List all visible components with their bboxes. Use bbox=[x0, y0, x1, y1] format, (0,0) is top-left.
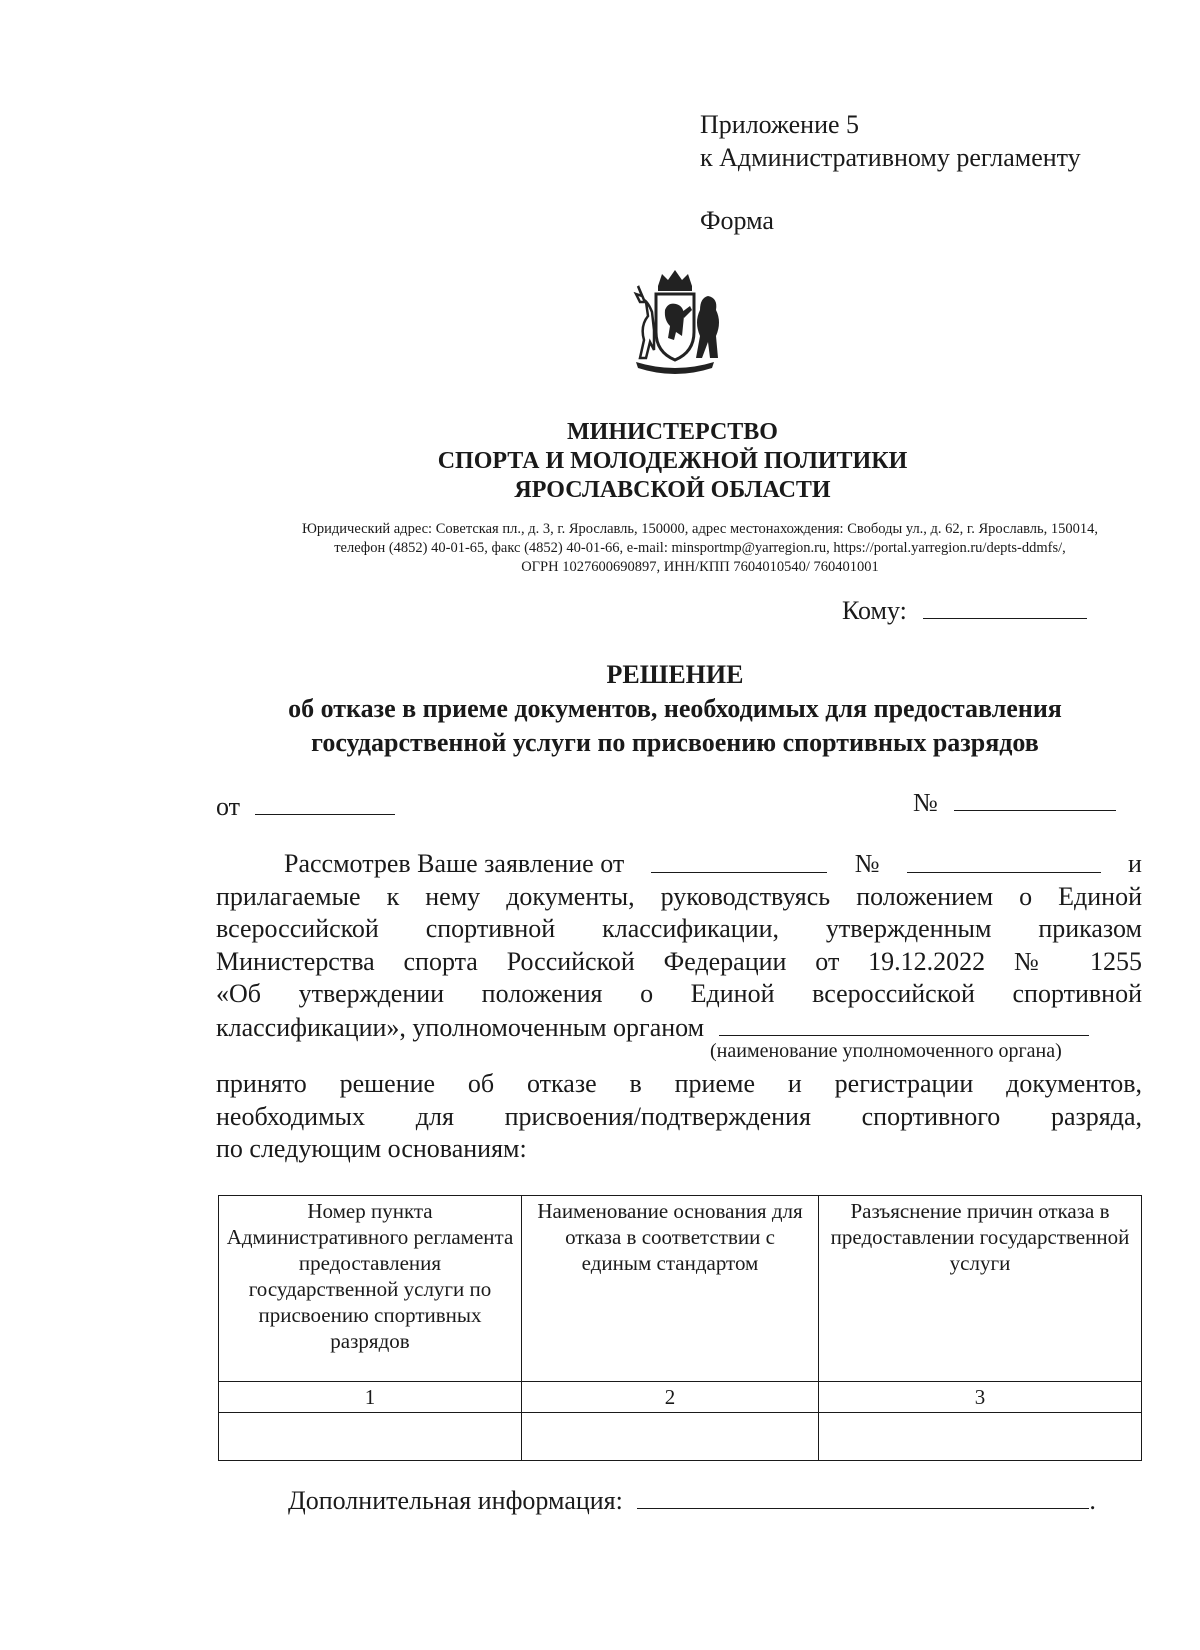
table-header-cell: Разъяснение причин отказа в предоставлении государственной услуги bbox=[819, 1196, 1142, 1382]
additional-info-label: Дополнительная информация: bbox=[288, 1486, 623, 1515]
ministry-name bbox=[0, 418, 1200, 505]
yaroslavl-region-coat-of-arms-icon bbox=[618, 266, 732, 380]
body-p2-line-2: необходимых для присвоения/подтверждения спортивного разряда, bbox=[216, 1101, 1142, 1131]
body-paragraph-2 bbox=[216, 1068, 1142, 1166]
table-empty-cell[interactable] bbox=[522, 1413, 819, 1461]
decision-subtitle-line-1: об отказе в приеме документов, необходимых для предоставления bbox=[288, 694, 1062, 723]
body-line-6: классификации», уполномоченным органом bbox=[216, 1011, 1142, 1045]
ministry-line-3: ЯРОСЛАВСКОЙ ОБЛАСТИ bbox=[514, 477, 831, 503]
date-blank[interactable] bbox=[255, 790, 395, 815]
date-label: от bbox=[216, 792, 241, 821]
decision-number-field bbox=[913, 786, 1116, 818]
body-line-4: Министерства спорта Российской Федерации от 19.12.2022 № 1255 bbox=[216, 946, 1142, 976]
requisites-line-3: ОГРН 1027600690897, ИНН/КПП 7604010540/ 760401001 bbox=[521, 559, 879, 575]
annex-reference: к Административному регламенту bbox=[700, 143, 1081, 172]
ministry-requisites bbox=[200, 520, 1200, 577]
recipient-label: Кому: bbox=[842, 596, 907, 625]
number-blank[interactable] bbox=[954, 786, 1116, 811]
additional-info-blank[interactable] bbox=[637, 1484, 1089, 1509]
table-header-cell: Номер пункта Административного регламента предоставления государственной услуги по присвоению спортивных разрядов bbox=[219, 1196, 522, 1382]
body-line-5: «Об утверждении положения о Единой всероссийской спортивной bbox=[216, 979, 1142, 1008]
body-paragraph-1 bbox=[216, 848, 1142, 1044]
requisites-line-2: телефон (4852) 40-01-65, факс (4852) 40-01-66, e-mail: minsportmp@yarregion.ru, https://portal.yarregion.ru/depts-ddmfs/, bbox=[334, 540, 1066, 556]
annex-title: Приложение 5 bbox=[700, 110, 860, 139]
number-label: № bbox=[913, 788, 938, 817]
ministry-line-1: МИНИСТЕРСТВО bbox=[567, 419, 778, 445]
table-number-cell: 1 bbox=[219, 1382, 522, 1413]
recipient-blank[interactable] bbox=[923, 594, 1087, 619]
recipient-field bbox=[842, 594, 1087, 626]
annex-header bbox=[700, 108, 1081, 174]
form-label: Форма bbox=[700, 206, 774, 235]
decision-heading bbox=[0, 658, 1200, 760]
table-number-cell: 3 bbox=[819, 1382, 1142, 1413]
additional-info-field: Дополнительная информация: . bbox=[288, 1486, 1096, 1515]
table-number-row bbox=[219, 1382, 1142, 1413]
table-empty-cell[interactable] bbox=[219, 1413, 522, 1461]
table-header-row bbox=[219, 1196, 1142, 1382]
body-p2-line-3: по следующим основаниям: bbox=[216, 1134, 527, 1163]
authority-blank[interactable] bbox=[719, 1011, 1089, 1036]
body-p2-line-1: принято решение об отказе в приеме и регистрации документов, bbox=[216, 1069, 1142, 1098]
decision-title: РЕШЕНИЕ bbox=[606, 660, 744, 689]
ministry-line-2: СПОРТА И МОЛОДЕЖНОЙ ПОЛИТИКИ bbox=[437, 448, 908, 474]
decision-subtitle-line-2: государственной услуги по присвоению спортивных разрядов bbox=[311, 728, 1039, 757]
table-empty-cell[interactable] bbox=[819, 1413, 1142, 1461]
authority-hint: (наименование уполномоченного органа) bbox=[710, 1040, 1062, 1062]
decision-date-field bbox=[216, 790, 395, 822]
body-line-1: Рассмотрев Ваше заявление от № и bbox=[284, 849, 1142, 878]
table-number-cell: 2 bbox=[522, 1382, 819, 1413]
application-date-blank[interactable] bbox=[651, 848, 827, 873]
body-line-3: всероссийской спортивной классификации, утвержденным приказом bbox=[216, 914, 1142, 943]
refusal-grounds-table bbox=[218, 1195, 1142, 1461]
application-number-blank[interactable] bbox=[907, 848, 1101, 873]
requisites-line-1: Юридический адрес: Советская пл., д. 3, г. Ярославль, 150000, адрес местонахождения: Свободы ул., д. 62, г. Ярославль, 150014, bbox=[301, 521, 1099, 537]
body-line-2: прилагаемые к нему документы, руководствуясь положением о Единой bbox=[216, 881, 1142, 911]
table-row bbox=[219, 1413, 1142, 1461]
table-header-cell: Наименование основания для отказа в соответствии с единым стандартом bbox=[522, 1196, 819, 1382]
